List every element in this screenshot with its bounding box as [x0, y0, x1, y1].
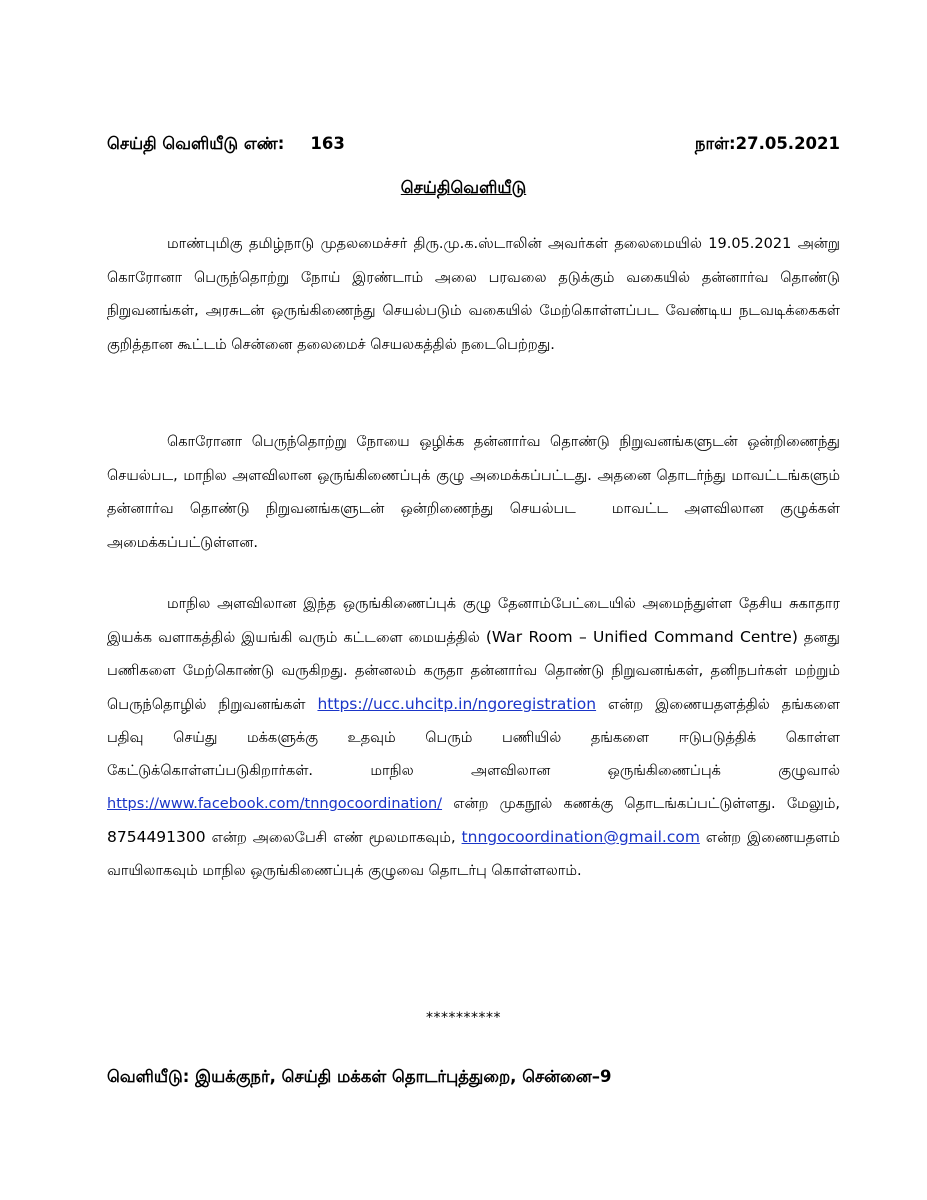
- release-date: நாள்:27.05.2021: [694, 134, 840, 153]
- facebook-link[interactable]: https://www.facebook.com/tnngocoordination/: [107, 796, 443, 812]
- war-room-text: (War Room – Unified Command Centre): [485, 628, 798, 646]
- paragraph-committee: [107, 426, 840, 560]
- contact-text-7: என்ற இணையதளம் வாயிலாகவும் மாநில ஒருங்கிணைப்புக் குழுவை தொடர்பு கொள்ளலாம்.: [107, 830, 841, 879]
- release-number-block: [107, 134, 345, 156]
- contact-text-6: என்ற அலைபேசி எண் மூலமாகவும்,: [211, 830, 456, 846]
- contact-text-4: என்ற முகநூல் கணக்கு தொடங்கப்பட்டுள்ளது.: [453, 796, 776, 812]
- document-title: செய்திவெளியீடு: [400, 178, 527, 197]
- phone-number: 8754491300: [107, 828, 206, 846]
- release-header: [107, 134, 840, 156]
- contact-text-1: மாநில அளவிலான இந்த ஒருங்கிணைப்புக் குழு தேனாம்பேட்டையில் அமைந்துள்ள தேசிய சுகாதார இயக்க வளாகத்தில் இயங்கி வரும் கட்டளை மையத்தில்: [107, 596, 840, 646]
- email-link[interactable]: tnngocoordination@gmail.com: [461, 828, 700, 846]
- paragraph-contact: [107, 588, 840, 888]
- contact-text-5: மேலும்,: [786, 796, 841, 812]
- contact-text-3: என்ற இணையதளத்தில் தங்களை பதிவு செய்து மக்களுக்கு உதவும் பெரும் பணியில் தங்களை ஈடுபடுத்திக் கொள்ள கேட்டுக்கொள்ளப்படுகிறார்கள். மாநில அளவிலான ஒருங்கிணைப்புக் குழுவால்: [107, 697, 841, 779]
- paragraph-committee-text: கொரோனா பெருந்தொற்று நோயை ஒழிக்க தன்னார்வ தொண்டு நிறுவனங்களுடன் ஒன்றிணைந்து செயல்பட, மாநில அளவிலான ஒருங்கிணைப்புக் குழு அமைக்கப்பட்டது. அதனை தொடர்ந்து மாவட்டங்களும் தன்னார்வ தொண்டு நிறுவனங்களுடன் ஒன்றிணைந்து செயல்பட: [107, 434, 840, 517]
- paragraph-meeting: [107, 228, 840, 362]
- contact-text-2: தனது பணிகளை மேற்கொண்டு வருகிறது. தன்னலம் கருதா தன்னார்வ தொண்டு நிறுவனங்கள், தனிநபர்கள் மற்றும் பெருந்தொழில் நிறுவனங்கள்: [107, 630, 841, 713]
- release-number-label: செய்தி வெளியீடு எண்:: [107, 134, 285, 153]
- ngo-registration-link[interactable]: https://ucc.uhcitp.in/ngoregistration: [317, 695, 597, 713]
- release-number: 163: [310, 134, 345, 153]
- footer-issuer: வெளியீடு: இயக்குநர், செய்தி மக்கள் தொடர்புத்துறை, சென்னை–9: [107, 1067, 612, 1086]
- paragraph-committee-tail: மாவட்ட அளவிலான குழுக்கள் அமைக்கப்பட்டுள்ளன.: [107, 501, 840, 551]
- paragraph-meeting-text: மாண்புமிகு தமிழ்நாடு முதலமைச்சர் திரு.மு.க.ஸ்டாலின் அவர்கள் தலைமையில் 19.05.2021 அன்று கொரோனா பெருந்தொற்று நோய் இரண்டாம் அலை பரவலை தடுக்கும் வகையில் தன்னார்வ தொண்டு நிறுவனங்கள், அரசுடன் ஒருங்கிணைந்து செயல்படும் வகையில் மேற்கொள்ளப்பட வேண்டிய நடவடிக்கைகள் குறித்தான கூட்டம் சென்னை தலைமைச் செயலகத்தில் நடைபெற்றது.: [107, 236, 840, 353]
- separator-stars: **********: [426, 1010, 501, 1026]
